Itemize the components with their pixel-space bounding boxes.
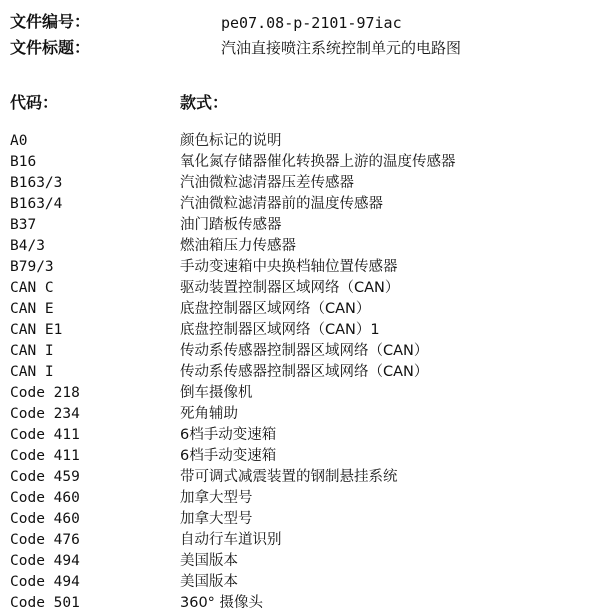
table-row	[0, 488, 605, 509]
row-code: B163/3	[10, 175, 63, 191]
table-row	[0, 194, 605, 215]
table-row	[0, 341, 605, 362]
row-description: 颜色标记的说明	[180, 133, 282, 149]
row-description: 驱动装置控制器区域网络（CAN）	[180, 280, 400, 296]
row-code: CAN C	[10, 280, 54, 296]
row-description: 底盘控制器区域网络（CAN）	[180, 301, 371, 317]
row-code: CAN I	[10, 364, 54, 380]
table-row	[0, 278, 605, 299]
table-row	[0, 572, 605, 593]
row-code: CAN E	[10, 301, 54, 317]
row-description: 底盘控制器区域网络（CAN）1	[180, 322, 380, 338]
table-row	[0, 509, 605, 530]
row-code: A0	[10, 133, 28, 149]
row-description: 燃油箱压力传感器	[180, 238, 296, 254]
table-row	[0, 530, 605, 551]
row-description: 自动行车道识别	[180, 532, 282, 548]
row-code: Code 460	[10, 490, 80, 506]
table-row	[0, 404, 605, 425]
row-description: 传动系传感器控制器区域网络（CAN）	[180, 364, 429, 380]
doc-title-value: 汽油直接喷注系统控制单元的电路图	[221, 39, 462, 57]
row-description: 氧化氮存储器催化转换器上游的温度传感器	[180, 154, 456, 170]
row-code: B163/4	[10, 196, 63, 212]
row-description: 死角辅助	[180, 406, 238, 422]
row-code: B16	[10, 154, 37, 170]
row-description: 汽油微粒滤清器压差传感器	[180, 175, 354, 191]
row-description: 手动变速箱中央换档轴位置传感器	[180, 259, 398, 275]
row-description: 加拿大型号	[180, 490, 253, 506]
row-description: 倒车摄像机	[180, 385, 253, 401]
row-description: 带可调式减震装置的钢制悬挂系统	[180, 469, 398, 485]
row-description: 美国版本	[180, 574, 238, 590]
table-row	[0, 446, 605, 467]
col-desc-label: 款式：	[180, 93, 229, 112]
row-description: 传动系传感器控制器区域网络（CAN）	[180, 343, 429, 359]
table-row	[0, 173, 605, 194]
table-row	[0, 152, 605, 173]
row-code: Code 234	[10, 406, 80, 422]
row-description: 美国版本	[180, 553, 238, 569]
row-code: CAN E1	[10, 322, 63, 338]
row-description: 汽油微粒滤清器前的温度传感器	[180, 196, 383, 212]
row-code: B37	[10, 217, 37, 233]
table-row	[0, 236, 605, 257]
table-row	[0, 383, 605, 404]
row-code: B79/3	[10, 259, 54, 275]
code-table	[0, 131, 605, 614]
table-row	[0, 467, 605, 488]
row-code: Code 460	[10, 511, 80, 527]
row-description: 加拿大型号	[180, 511, 253, 527]
table-row	[0, 320, 605, 341]
row-code: Code 218	[10, 385, 80, 401]
row-code: Code 476	[10, 532, 80, 548]
row-code: Code 411	[10, 448, 80, 464]
row-code: Code 411	[10, 427, 80, 443]
row-code: B4/3	[10, 238, 45, 254]
table-row	[0, 215, 605, 236]
table-row	[0, 299, 605, 320]
table-row	[0, 362, 605, 383]
doc-number-label: 文件编号：	[10, 12, 91, 31]
row-description: 6档手动变速箱	[180, 448, 277, 464]
row-code: CAN I	[10, 343, 54, 359]
row-description: 360° 摄像头	[180, 595, 264, 611]
row-description: 油门踏板传感器	[180, 217, 282, 233]
table-row	[0, 551, 605, 572]
doc-number-value: pe07.08-p-2101-97iac	[221, 14, 402, 32]
row-code: Code 494	[10, 574, 80, 590]
table-row	[0, 131, 605, 152]
table-row	[0, 593, 605, 614]
row-code: Code 494	[10, 553, 80, 569]
table-row	[0, 257, 605, 278]
row-code: Code 459	[10, 469, 80, 485]
col-code-label: 代码：	[10, 93, 59, 112]
row-code: Code 501	[10, 595, 80, 611]
table-row	[0, 425, 605, 446]
doc-title-label: 文件标题：	[10, 38, 91, 57]
row-description: 6档手动变速箱	[180, 427, 277, 443]
